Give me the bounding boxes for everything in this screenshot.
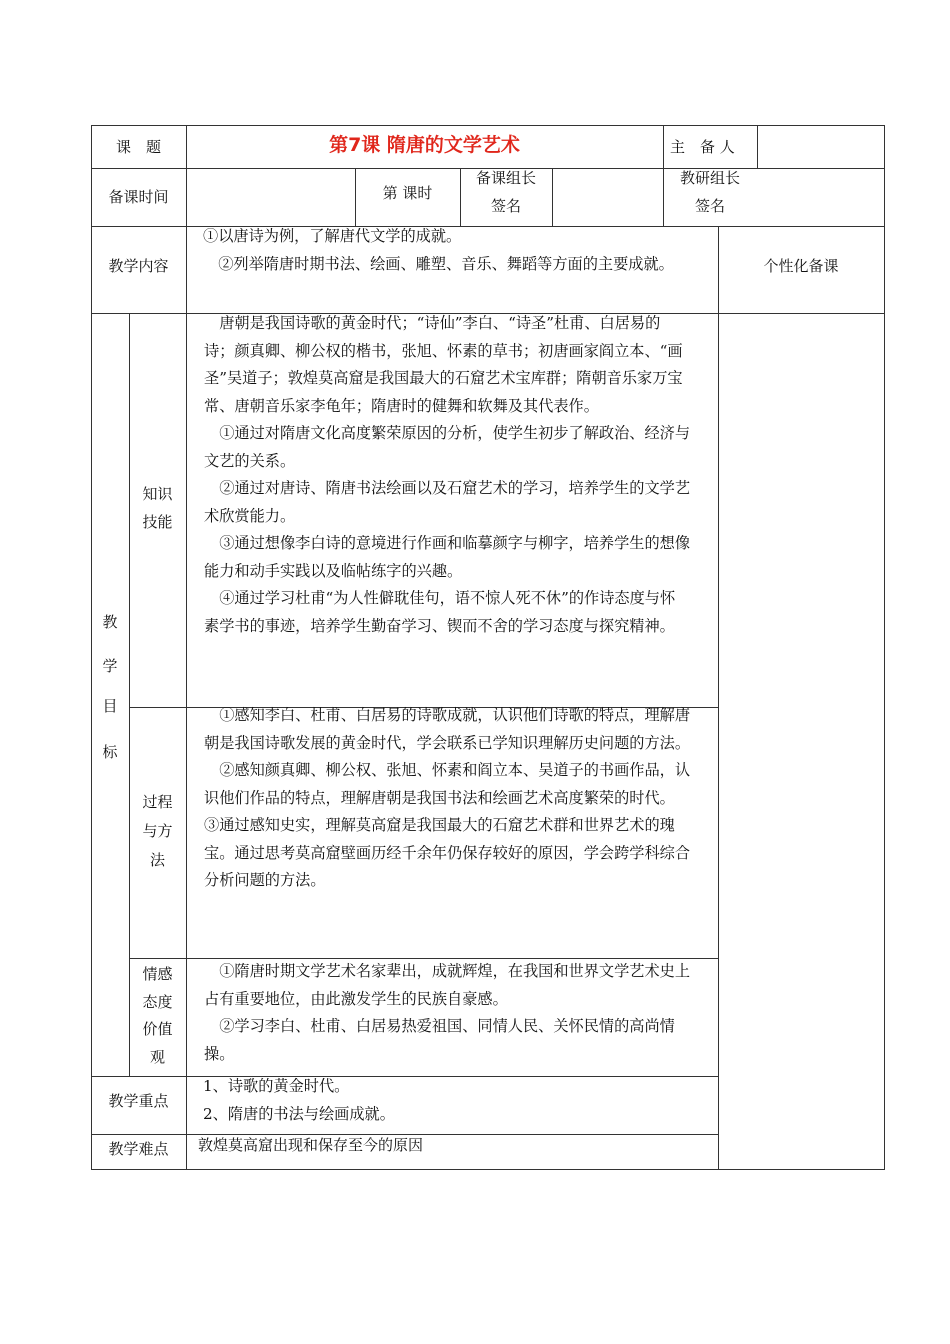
- content-item: ②列举隋唐时期书法、绘画、雕塑、音乐、舞蹈等方面的主要成就。: [218, 254, 674, 273]
- col-divider-personal: [718, 226, 719, 1170]
- process-item: ③通过感知史实，理解莫高窟是我国最大的石窟艺术群和世界艺术的瑰宝。通过思考莫高窟壁画历经千余年仍保存较好的原因，学会跨学科综合分析问题的方法。: [204, 816, 690, 889]
- knowledge-item: ④通过学习杜甫“为人性僻耽佳句，语不惊人死不休”的作诗态度与怀素学书的事迹，培养学生勤奋学习、锲而不舍的学习态度与探究精神。: [204, 589, 676, 635]
- emotion-item: ②学习李白、杜甫、白居易热爱祖国、同情人民、关怀民情的高尚情操。: [204, 1017, 675, 1063]
- table-border-top: [91, 125, 885, 126]
- emotion-label-line: 价值: [142, 1020, 173, 1038]
- lesson-title: 第7课 隋唐的文学艺术: [329, 134, 520, 156]
- process-content: [204, 702, 697, 895]
- table-border-bottom: [91, 1169, 885, 1170]
- emotion-item: ①隋唐时期文学艺术名家辈出，成就辉煌，在我国和世界文学艺术史上占有重要地位，由此激发学生的民族自豪感。: [204, 962, 690, 1008]
- prep-time-label: 备课时间: [108, 188, 169, 206]
- personal-prep-label: 个性化备课: [763, 257, 839, 275]
- knowledge-label-line: 知识: [142, 485, 173, 503]
- knowledge-content: [204, 310, 690, 640]
- content-item: ①以唐诗为例，了解唐代文学的成就。: [203, 227, 462, 245]
- emotion-content: [204, 958, 702, 1068]
- knowledge-item: ①通过对隋唐文化高度繁荣原因的分析，使学生初步了解政治、经济与文艺的关系。: [204, 424, 690, 470]
- table-border-right: [884, 125, 885, 1170]
- content-items: [203, 223, 713, 278]
- preparer-label: 主 备 人: [670, 138, 735, 156]
- key-points-content: [203, 1073, 703, 1128]
- period-label: 第 课时: [382, 184, 433, 202]
- process-label-line: 过程: [142, 793, 173, 811]
- knowledge-item: ②通过对唐诗、隋唐书法绘画以及石窟艺术的学习，培养学生的文学艺术欣赏能力。: [204, 479, 690, 525]
- knowledge-label: [129, 480, 186, 536]
- goals-main-label-char: 教: [102, 613, 118, 631]
- knowledge-item: ③通过想像李白诗的意境进行作画和临摹颜字与柳字，培养学生的想像能力和动手实践以及临帖练字的兴趣。: [204, 534, 690, 580]
- process-label-line: 与方: [142, 822, 173, 840]
- key-point-item: 1、诗歌的黄金时代。: [203, 1077, 350, 1095]
- process-label-line: 法: [149, 851, 165, 869]
- key-points-label: 教学重点: [108, 1092, 169, 1110]
- content-label: 教学内容: [108, 257, 169, 275]
- knowledge-label-line: 技能: [142, 513, 173, 531]
- process-label: [129, 788, 186, 875]
- process-item: ②感知颜真卿、柳公权、张旭、怀素和阎立本、吴道子的书画作品，认识他们作品的特点，理解唐朝是我国书法和绘画艺术高度繁荣的时代。: [204, 761, 690, 807]
- goals-main-label-char: 学: [102, 657, 118, 675]
- group-leader-sign-line2: 签名: [490, 197, 521, 215]
- process-item: ①感知李白、杜甫、白居易的诗歌成就，认识他们诗歌的特点，理解唐朝是我国诗歌发展的黄金时代，学会联系已学知识理解历史问题的方法。: [204, 706, 690, 752]
- difficulties-label: 教学难点: [108, 1140, 169, 1158]
- key-point-item: 2、隋唐的书法与绘画成就。: [203, 1104, 395, 1123]
- col-divider-preparer: [757, 125, 758, 169]
- research-leader-sign-line2: 签名: [694, 197, 725, 215]
- group-leader-sign-line1: 备课组长: [475, 169, 536, 187]
- goals-main-label-char: 目: [102, 697, 118, 715]
- goals-main-label-char: 标: [102, 743, 118, 761]
- emotion-label-line: 态度: [142, 992, 173, 1011]
- col-label-divider-lower: [186, 1076, 187, 1170]
- difficulties-text: 敦煌莫高窟出现和保存至今的原因: [198, 1136, 424, 1154]
- emotion-label-line: 情感: [142, 965, 173, 983]
- research-leader-sign-line1: 教研组长: [679, 169, 740, 187]
- goals-main-label: [91, 612, 129, 762]
- emotion-label-line: 观: [149, 1047, 165, 1066]
- lesson-label: 课 题: [115, 138, 161, 156]
- goals-sub-divider: [186, 313, 187, 1077]
- emotion-label: [129, 961, 186, 1071]
- col-divider-sign1-value: [552, 168, 553, 227]
- knowledge-intro: 唐朝是我国诗歌的黄金时代；“诗仙”李白、“诗圣”杜甫、白居易的诗；颜真卿、柳公权的楷书，张旭、怀素的草书；初唐画家阎立本、“画圣”吴道子；敦煌莫高窟是我国最大的石窟艺术宝库群；隋朝音乐家万宝常、唐朝音乐家李龟年；隋唐时的健舞和软舞及其代表作。: [204, 314, 683, 415]
